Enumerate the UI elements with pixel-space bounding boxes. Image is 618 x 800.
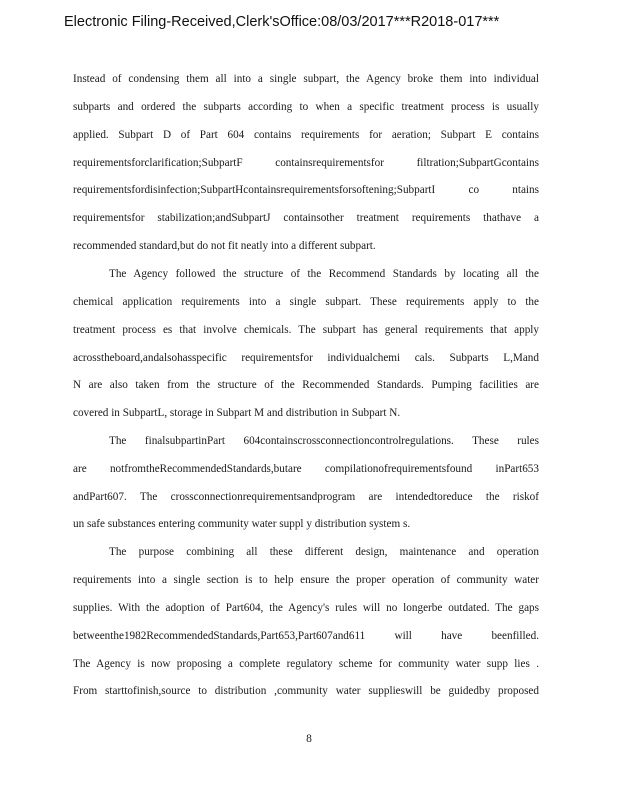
- text-line: applied. Subpart D of Part 604 contains requirements for aeration; Subpart E contains: [73, 129, 539, 141]
- text-line: covered in SubpartL, storage in Subpart M and distribution in Subpart N.: [73, 407, 401, 419]
- text-line: un safe substances entering community water suppl y distribution system s.: [73, 518, 411, 530]
- text-line: treatment process es that involve chemicals. The subpart has general requirements that apply: [73, 324, 539, 336]
- text-line: are notfromtheRecommendedStandards,butare compilationofrequirementsfound inPart653: [73, 463, 539, 475]
- text-line: supplies. With the adoption of Part604, the Agency's rules will no longerbe outdated. The gaps: [73, 602, 539, 614]
- text-line: andPart607. The crossconnectionrequirementsandprogram are intendedtoreduce the riskof: [73, 491, 539, 503]
- text-line: N are also taken from the structure of the Recommended Standards. Pumping facilities are: [73, 379, 539, 391]
- text-line: requirementsfor stabilization;andSubpartJ containsother treatment requirements thathave a: [73, 212, 539, 224]
- text-line: Instead of condensing them all into a single subpart, the Agency broke them into individual: [73, 73, 539, 85]
- text-line: requirementsfordisinfection;SubpartHcontainsrequirementsforsoftening;SubpartI co ntains: [73, 184, 539, 196]
- text-line: acrosstheboard,andalsohasspecific requirementsfor individualchemi cals. Subparts L,Mand: [73, 352, 539, 364]
- text-line: subparts and ordered the subparts according to when a specific treatment process is usually: [73, 101, 539, 113]
- page-number: 8: [306, 733, 312, 745]
- text-line: betweenthe1982RecommendedStandards,Part653,Part607and611 will have beenfilled.: [73, 630, 539, 642]
- text-line: The finalsubpartinPart 604containscrossconnectioncontrolregulations. These rules: [109, 435, 539, 447]
- text-line: requirementsforclarification;SubpartF containsrequirementsfor filtration;SubpartGcontains: [73, 157, 539, 169]
- text-line: The purpose combining all these different design, maintenance and operation: [109, 546, 539, 558]
- text-line: From starttofinish,source to distribution ,community water supplieswill be guidedby proposed: [73, 685, 539, 697]
- text-line: The Agency followed the structure of the Recommend Standards by locating all the: [109, 268, 539, 280]
- text-line: chemical application requirements into a single subpart. These requirements apply to the: [73, 296, 539, 308]
- text-line: The Agency is now proposing a complete regulatory scheme for community water supp lies .: [73, 658, 539, 670]
- text-line: requirements into a single section is to help ensure the proper operation of community water: [73, 574, 539, 586]
- filing-header: Electronic Filing-Received,Clerk'sOffice:08/03/2017***R2018-017***: [64, 14, 500, 30]
- text-line: recommended standard,but do not fit neatly into a different subpart.: [73, 240, 376, 252]
